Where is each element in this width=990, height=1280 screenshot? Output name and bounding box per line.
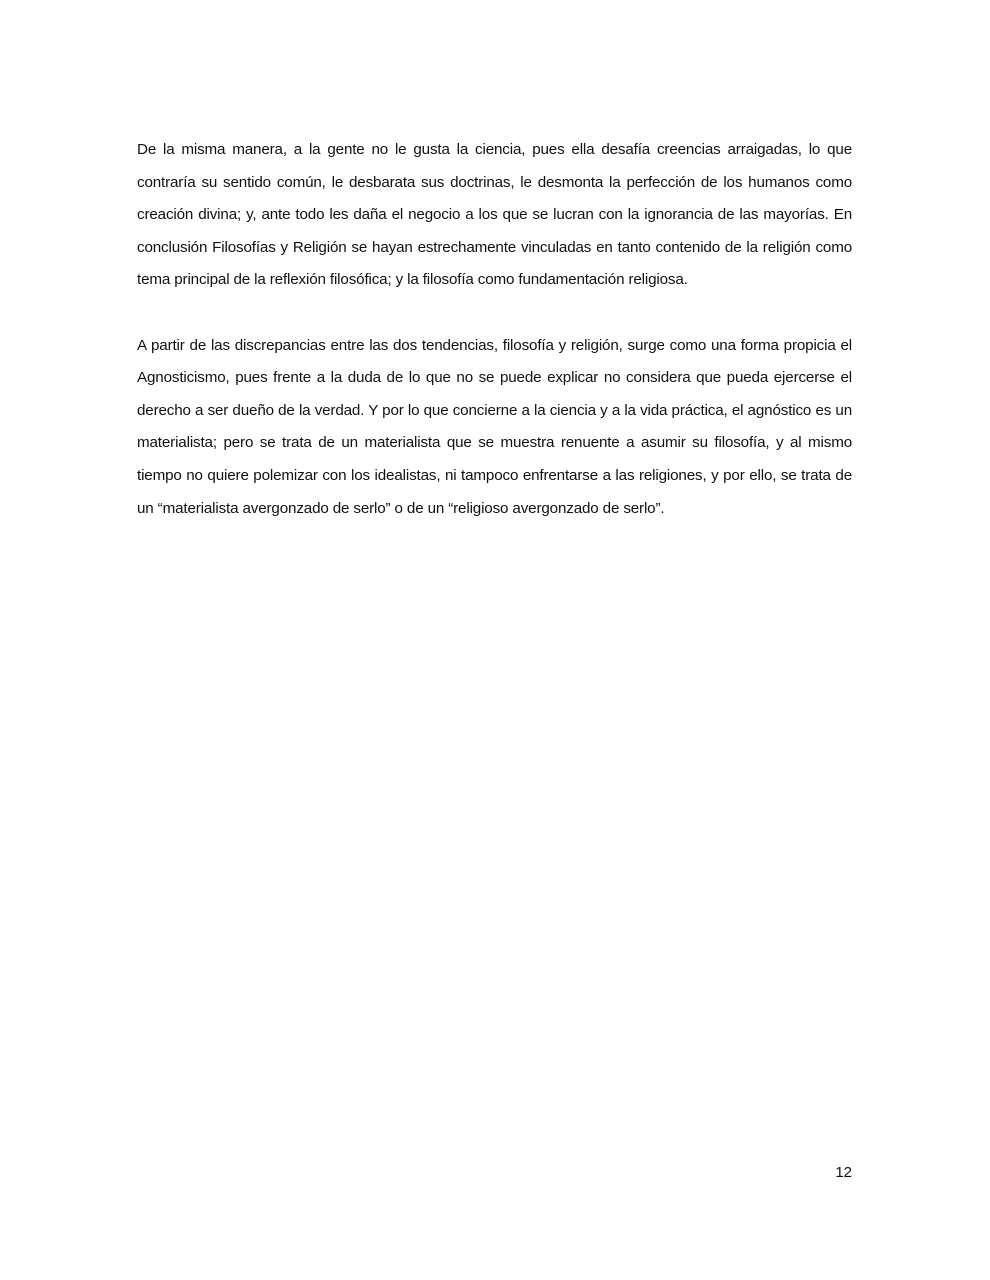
document-body	[137, 134, 852, 525]
page-number: 12	[835, 1164, 852, 1181]
paragraph-agnosticism: A partir de las discrepancias entre las dos tendencias, filosofía y religión, surge como una forma propicia el Agnosticismo, pues frente a la duda de lo que no se puede explicar no considera que pueda ejercerse el derecho a ser dueño de la verdad. Y por lo que concierne a la ciencia y a la vida práctica, el agnóstico es un materialista; pero se trata de un materialista que se muestra renuente a asumir su filosofía, y al mismo tiempo no quiere polemizar con los idealistas, ni tampoco enfrentarse a las religiones, y por ello, se trata de un “materialista avergonzado de serlo” o de un “religioso avergonzado de serlo”.	[137, 336, 852, 517]
paragraph-science-religion: De la misma manera, a la gente no le gusta la ciencia, pues ella desafía creencias arraigadas, lo que contraría su sentido común, le desbarata sus doctrinas, le desmonta la perfección de los humanos como creación divina; y, ante todo les daña el negocio a los que se lucran con la ignorancia de las mayorías. En conclusión Filosofías y Religión se hayan estrechamente vinculadas en tanto contenido de la religión como tema principal de la reflexión filosófica; y la filosofía como fundamentación religiosa.	[137, 141, 852, 289]
